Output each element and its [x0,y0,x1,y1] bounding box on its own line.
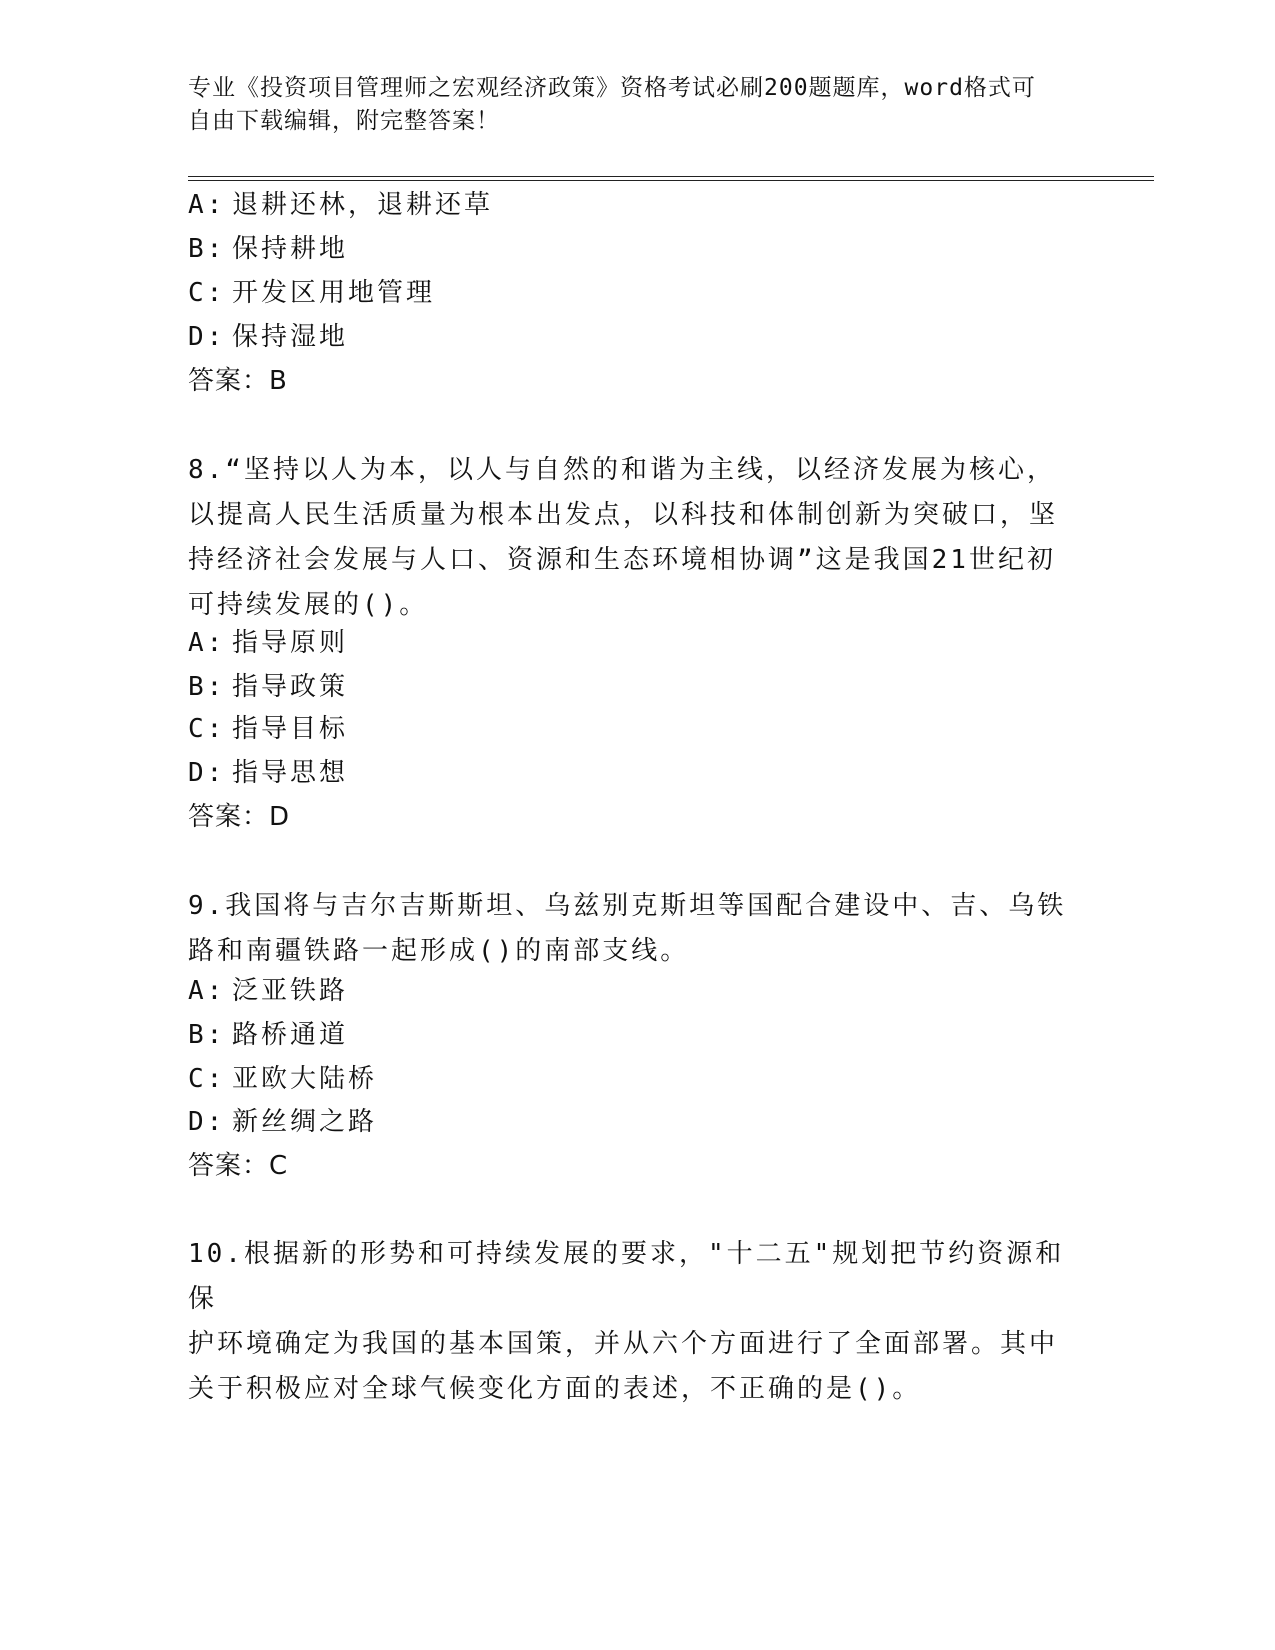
q7-option-b [188,228,348,265]
q9-option-a [188,970,348,1007]
option-letter: B: [188,234,226,264]
q8-stem [188,448,1068,628]
header-line-1: 专业《投资项目管理师之宏观经济政策》资格考试必刷200题题库，word格式可 [188,75,1036,101]
q10-line-2: 护环境确定为我国的基本国策，并从六个方面进行了全面部署。其中 [188,1329,1059,1359]
q9-answer: 答案：C [188,1151,289,1181]
option-text: 路桥通道 [232,1020,349,1050]
q7-option-c [188,272,435,309]
option-text: 指导原则 [232,628,349,658]
option-letter: C: [188,1064,226,1094]
option-text: 指导政策 [232,672,349,702]
q8-answer: 答案：D [188,802,291,832]
option-text: 新丝绸之路 [232,1107,378,1137]
q9-option-d [188,1101,377,1138]
q10-line-1: 10.根据新的形势和可持续发展的要求，"十二五"规划把节约资源和保 [188,1239,1065,1314]
option-text: 保持湿地 [232,322,349,352]
header-divider [188,176,1154,181]
option-text: 保持耕地 [232,234,349,264]
q7-answer: 答案：B [188,366,288,396]
option-letter: C: [188,714,226,744]
header-line-2: 自由下载编辑，附完整答案！ [188,108,500,134]
q8-line-4: 可持续发展的()。 [188,590,429,620]
option-letter: B: [188,1020,226,1050]
option-letter: B: [188,672,226,702]
q8-line-2: 以提高人民生活质量为根本出发点，以科技和体制创新为突破口，坚 [188,500,1059,530]
q8-option-c [188,708,348,745]
q8-option-d [188,752,348,789]
q9-option-b [188,1014,348,1051]
option-letter: D: [188,1107,226,1137]
q10-stem [188,1232,1068,1412]
option-letter: A: [188,190,226,220]
option-text: 泛亚铁路 [232,976,349,1006]
q9-option-c [188,1058,377,1095]
option-text: 开发区用地管理 [232,278,436,308]
option-text: 指导思想 [232,758,349,788]
q7-option-a [188,184,493,221]
q8-line-1: 8.“坚持以人为本，以人与自然的和谐为主线，以经济发展为核心， [188,455,1056,485]
option-letter: D: [188,758,226,788]
option-letter: A: [188,628,226,658]
q7-option-d [188,316,348,353]
option-text: 退耕还林，退耕还草 [232,190,494,220]
option-text: 亚欧大陆桥 [232,1064,378,1094]
q9-stem [188,884,1068,974]
option-letter: A: [188,976,226,1006]
q10-line-3: 关于积极应对全球气候变化方面的表述，不正确的是()。 [188,1374,922,1404]
q8-option-a [188,622,348,659]
q9-line-2: 路和南疆铁路一起形成()的南部支线。 [188,936,690,966]
option-letter: D: [188,322,226,352]
option-text: 指导目标 [232,714,349,744]
q9-line-1: 9.我国将与吉尔吉斯斯坦、乌兹别克斯坦等国配合建设中、吉、乌铁 [188,891,1067,921]
document-header [188,72,1068,138]
q8-option-b [188,666,348,703]
q8-line-3: 持经济社会发展与人口、资源和生态环境相协调”这是我国21世纪初 [188,545,1056,575]
option-letter: C: [188,278,226,308]
